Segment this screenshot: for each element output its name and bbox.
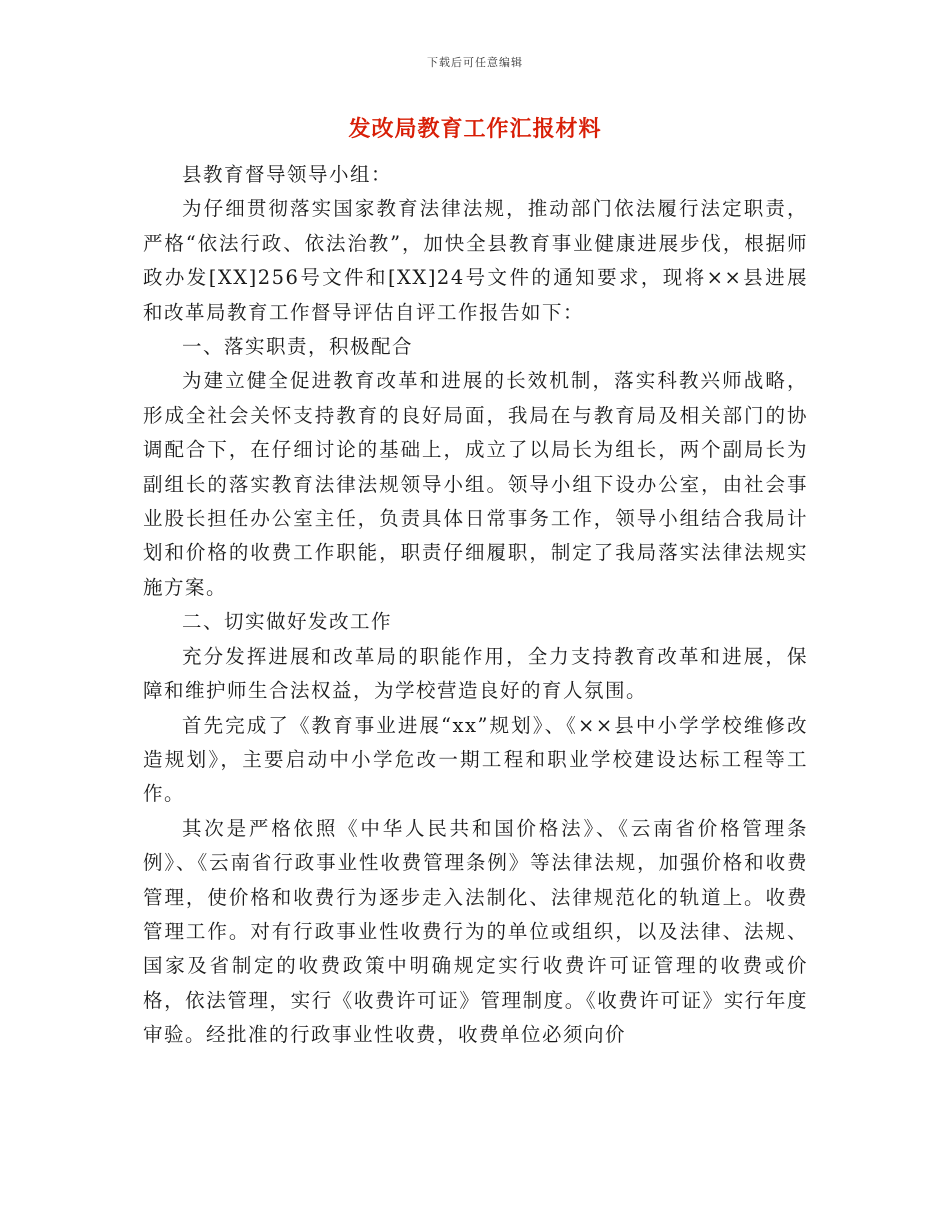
section-2-paragraph-2: 首先完成了《教育事业进展“xx”规划》、《××县中小学学校维修改造规划》，主要启动中小学危改一期工程和职业学校建设达标工程等工作。 <box>143 713 808 806</box>
document-body <box>143 158 808 1053</box>
section-2-paragraph-3: 其次是严格依照《中华人民共和国价格法》、《云南省价格管理条例》、《云南省行政事业性收费管理条例》等法律法规，加强价格和收费管理，使价格和收费行为逐步走入法制化、法律规范化的轨道上。收费管理工作。对有行政事业性收费行为的单位或组织，以及法律、法规、国家及省制定的收费政策中明确规定实行收费许可证管理的收费或价格，依法管理，实行《收费许可证》管理制度。《收费许可证》实行年度审验。经批准的行政事业性收费，收费单位必须向价 <box>143 816 808 1047</box>
section-2-paragraph-1: 充分发挥进展和改革局的职能作用，全力支持教育改革和进展，保障和维护师生合法权益，为学校营造良好的育人氛围。 <box>143 644 808 703</box>
document-title: 发改局教育工作汇报材料 <box>348 116 602 142</box>
salutation: 县教育督导领导小组： <box>182 163 393 186</box>
section-heading-2: 二、切实做好发改工作 <box>182 610 393 634</box>
intro-paragraph: 为仔细贯彻落实国家教育法律法规，推动部门依法履行法定职责，严格“依法行政、依法治教”，加快全县教育事业健康进展步伐，根据师政办发[XX]256号文件和[XX]24号文件的通知要求，现将××县进展和改革局教育工作督导评估自评工作报告如下： <box>143 197 808 324</box>
section-1-paragraph: 为建立健全促进教育改革和进展的长效机制，落实科教兴师战略，形成全社会关怀支持教育的良好局面，我局在与教育局及相关部门的协调配合下，在仔细讨论的基础上，成立了以局长为组长，两个副局长为副组长的落实教育法律法规领导小组。领导小组下设办公室，由社会事业股长担任办公室主任，负责具体日常事务工作，领导小组结合我局计划和价格的收费工作职能，职责仔细履职，制定了我局落实法律法规实施方案。 <box>143 369 808 599</box>
section-heading-1: 一、落实职责，积极配合 <box>182 335 414 359</box>
header-note: 下载后可任意编辑 <box>427 56 523 69</box>
